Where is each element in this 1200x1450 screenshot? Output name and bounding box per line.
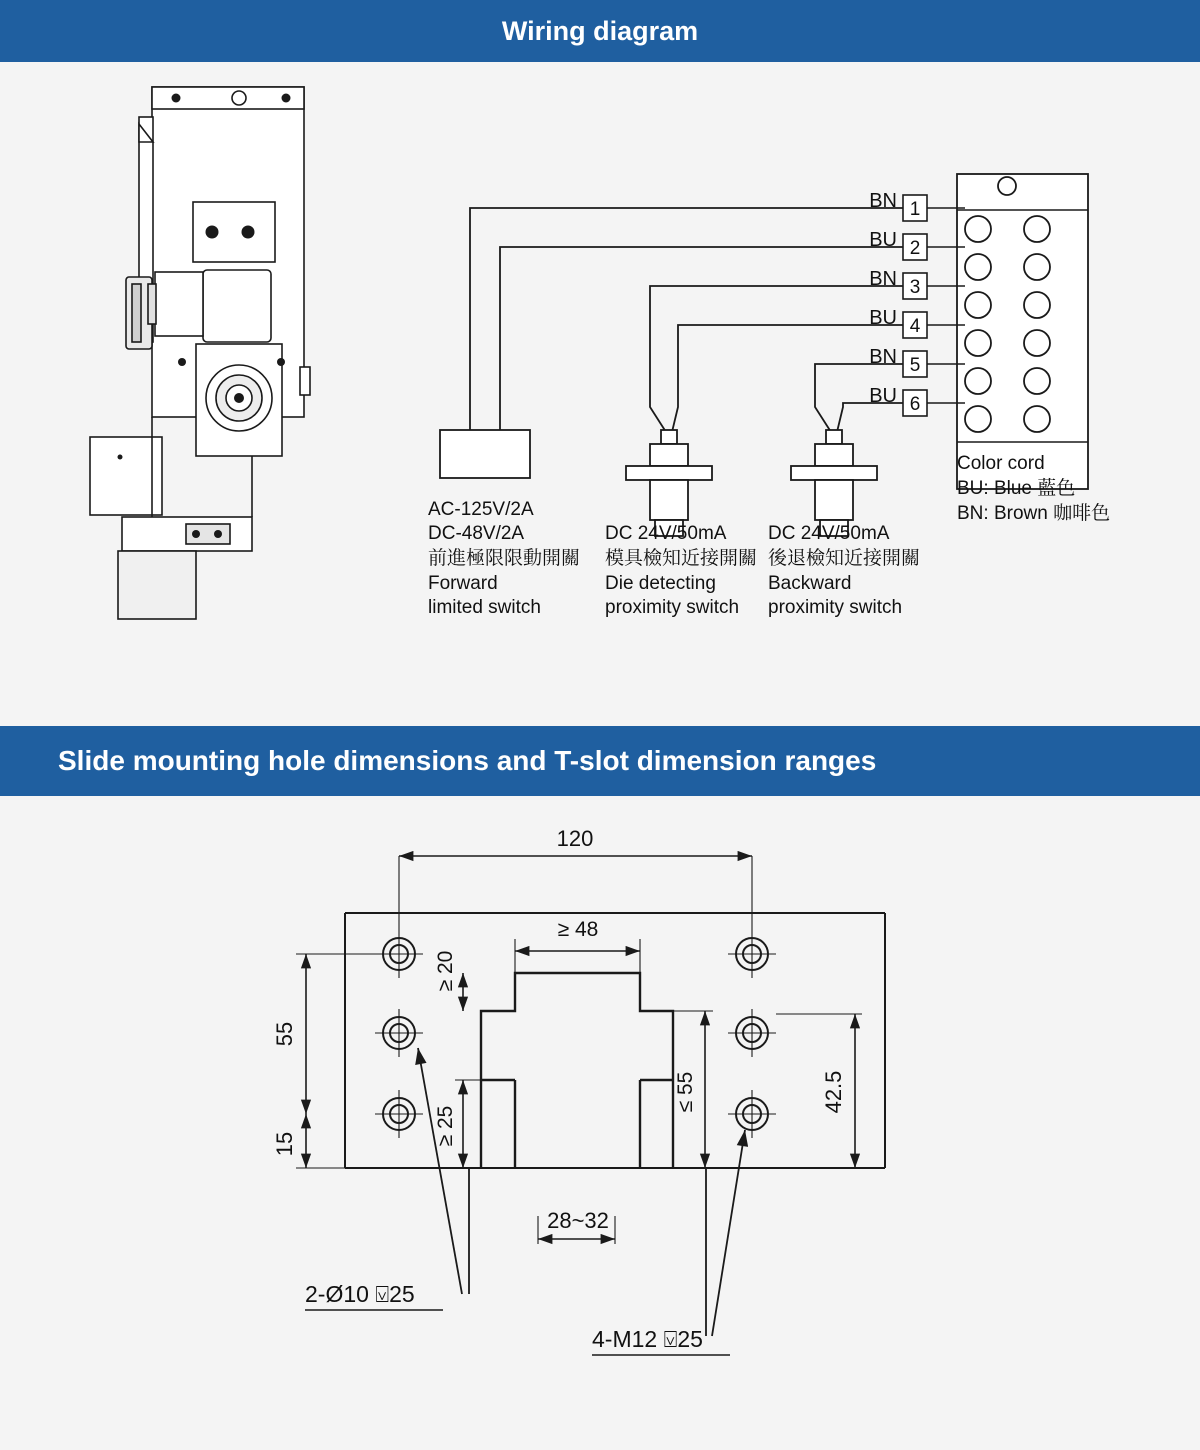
dim-depth-25 <box>455 1080 481 1168</box>
backward-name-en-2: proximity switch <box>768 597 903 618</box>
wiring-section-header <box>0 0 1200 62</box>
mounting-holes-left <box>375 930 423 1138</box>
t-slot-profile <box>481 973 673 1168</box>
dim-label-28-32: 28~32 <box>547 1208 609 1233</box>
dim-slot-top-48 <box>515 939 640 973</box>
actuator-illustration <box>90 87 310 619</box>
wire-label-5: BN <box>869 346 897 368</box>
die-rating-line1: DC 24V/50mA <box>605 523 727 544</box>
wire-label-6: BU <box>869 385 897 407</box>
terminal-number-1: 1 <box>909 199 921 220</box>
terminal-number-2: 2 <box>909 238 921 259</box>
backward-name-en-1: Backward <box>768 573 852 594</box>
terminal-number-3: 3 <box>909 277 921 298</box>
dim-label-55: 55 <box>272 1021 297 1047</box>
dim-label-ge25: ≥ 25 <box>434 1105 457 1147</box>
die-name-cn: 模具檢知近接開關 <box>605 548 758 569</box>
dim-label-ge48: ≥ 48 <box>557 918 599 941</box>
forward-name-cn: 前進極限限動開關 <box>428 548 581 569</box>
forward-limit-switch-body <box>440 430 530 478</box>
die-name-en-2: proximity switch <box>605 597 740 618</box>
dim-height-15 <box>296 1114 345 1168</box>
dim-label-le55: ≤ 55 <box>674 1071 697 1113</box>
backward-rating-line1: DC 24V/50mA <box>768 523 890 544</box>
backward-name-cn: 後退檢知近接開關 <box>768 548 921 569</box>
forward-rating-line1: AC-125V/2A <box>428 499 534 520</box>
dim-label-120: 120 <box>556 826 594 851</box>
wire-routing <box>470 208 903 432</box>
wiring-diagram-panel <box>0 62 1200 726</box>
wire-label-1: BN <box>869 190 897 212</box>
legend-line-1: Color cord <box>957 453 1045 474</box>
backward-proximity-body <box>791 430 877 536</box>
slide-section-title: Slide mounting hole dimensions and T-slot dimension ranges <box>58 745 877 776</box>
slide-dimensions-panel <box>0 796 1200 1450</box>
wire-label-2: BU <box>869 229 897 251</box>
forward-name-en-1: Forward <box>428 573 498 594</box>
terminal-number-4: 4 <box>909 316 921 337</box>
device-caption-die-detecting <box>605 523 757 618</box>
callout-holes-dia: 2-Ø10 ⍌25 <box>305 1281 415 1307</box>
forward-rating-line2: DC-48V/2A <box>428 523 525 544</box>
terminal-block <box>957 174 1088 489</box>
wire-label-4: BU <box>869 307 897 329</box>
slide-dimensions-svg <box>0 796 1200 1450</box>
legend-line-3: BN: Brown 咖啡色 <box>957 503 1111 524</box>
dim-label-15: 15 <box>272 1131 297 1157</box>
slide-section-header <box>0 726 1200 796</box>
device-caption-forward <box>428 499 580 618</box>
dim-label-ge20: ≥ 20 <box>434 950 457 992</box>
device-caption-backward <box>768 523 920 618</box>
wire-label-3: BN <box>869 268 897 290</box>
dim-label-42-5: 42.5 <box>821 1070 846 1114</box>
callout-threads: 4-M12 ⍌25 <box>592 1326 703 1352</box>
die-name-en-1: Die detecting <box>605 573 716 594</box>
dim-height-55 <box>296 954 375 1114</box>
terminal-number-6: 6 <box>909 394 921 415</box>
mounting-holes-right <box>728 930 776 1138</box>
legend-line-2: BU: Blue 藍色 <box>957 478 1076 499</box>
terminal-number-5: 5 <box>909 355 921 376</box>
wiring-diagram-svg <box>0 62 1200 726</box>
forward-name-en-2: limited switch <box>428 597 541 618</box>
dim-right-42-5 <box>776 1014 862 1168</box>
wiring-section-title: Wiring diagram <box>501 15 699 46</box>
die-detecting-proximity-body <box>626 430 712 536</box>
terminal-number-boxes <box>869 190 965 416</box>
